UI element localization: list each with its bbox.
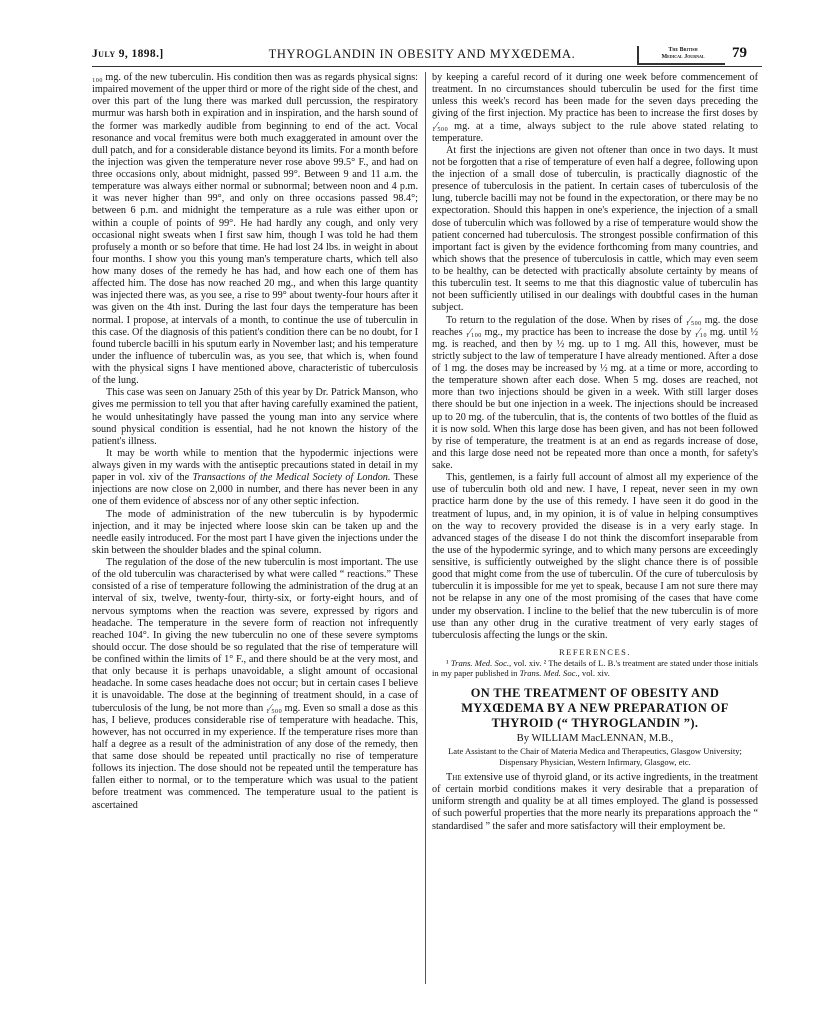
paragraph: by keeping a careful record of it during one week before commencement of treatment. In no circumstances should tuberculin be used for the first time unless this week's record has been made for the seven days preceding the giving of the first injection. My practice has been to increase the first doses by ₁⁄₅₀₀ mg. at a time, always subject to the rule above stated relating to temperature. xyxy=(432,72,758,144)
column-divider xyxy=(425,72,426,984)
paragraph: ₁₀₀ mg. of the new tuberculin. His condition then was as regards physical signs: impaired movement of the upper third or more of the right side of the chest, and over this part of the lung there was marked dull percussion, the respiratory murmur was harsh both in expiration and in inspiration, and the harsh sound of the former was markedly audible from beginning to end of the act. Vocal resonance and vocal fremitus were both much exaggerated in amount over the dull patch, and for a considerable distance beyond its limits. For a month before the injection was given the temperature never rose above 99.5° F., and had on three occasions only, about midnight, passed 99°. Between 9 and 11 a.m. the temperature was always either normal or subnormal; between noon and 4 p.m. it was never higher than 99°, and only on three occasions passed 98.4°; between 6 p.m. and midnight the temperature as a rule was either upon or within a couple of points of 99°. He had hardly any cough, and only very occasional night sweats when I first saw him, though I was told he had them profusely a month or so before that time. He had lost 24 lbs. in weight in about four months. I show you this young man's temperature charts, which tell also how many doses of the remedy he has had, and how each one of them has affected him. The dose has now reached 20 mg., and when this large quantity was injected there was, as you see, a rise to 99° about twenty-four hours after it was given on the 4th inst. During the last four days the temperature has been normal. I propose, at intervals of a month, to continue the use of tuberculin in this case. Of the diagnosis of this patient's condition there can be no doubt, for I found tubercle bacilli in his sputum early in November last; and his temperature under the influence of tuberculin was, as you see, that which is, when found with the physical signs I have mentioned above, characteristic of tuberculosis of the lung. xyxy=(92,72,418,387)
journal-name-line1: The British xyxy=(668,47,698,53)
left-column xyxy=(92,72,418,812)
paragraph-text: It may be worth while to mention that the hypodermic injections were always given in my wards with the antiseptic precautions stated in detail in my paper in vol. xiv of the xyxy=(92,447,418,484)
issue-date: July 9, 1898.] xyxy=(92,48,164,60)
right-column xyxy=(432,72,758,833)
references-text xyxy=(432,658,758,678)
author-byline: By WILLIAM MacLENNAN, M.B., xyxy=(516,733,674,744)
ref-journal: Trans. Med. Soc. xyxy=(519,668,578,678)
article-body xyxy=(432,772,758,833)
page-number: 79 xyxy=(732,45,747,61)
journal-name-line2: Medical Journal xyxy=(661,54,705,60)
paragraph-text: These injections are now close on 2,000 in number, and there has never been in any one of them evidence of abscess nor of any other septic infection. xyxy=(92,472,419,508)
ref-text: , vol. xiv. ² The details of L. B.'s treatment are stated under those initials in my paper published in xyxy=(432,658,758,678)
journal-name xyxy=(637,46,725,65)
paragraph: At first the injections are given not oftener than once in two days. It must not be forgotten that a rise of temperature of even half a degree, following upon the injection of a small dose of tuberculin, is practically diagnostic of the presence of tuberculosis in the patient. In certain cases of tuberculosis of the lung, tubercle bacilli may not be found in the expectoration, or there may be no expectoration. Should this happen in one's experience, the injection of a small dose of tuberculin which was followed by a rise of temperature would show the patient concerned had tuberculosis. The strongest possible confirmation of this important fact is given by the evidence forthcoming from many countries, and which shows that the presence of tuberculosis in cattle, which may even seem to be healthy, can be detected with practically absolute certainty by means of this tuberculin test. It seems to me that this diagnostic value of tuberculin has not been sufficiently utilised in our dealings with doubtful cases in the human subject. xyxy=(432,144,758,314)
citation-title: Transactions of the Medical Society of London. xyxy=(192,472,391,484)
references-heading: REFERENCES. xyxy=(559,646,631,657)
running-header xyxy=(92,44,762,67)
paragraph xyxy=(92,448,418,509)
author-affiliation: Late Assistant to the Chair of Materia Medica and Therapeutics, Glasgow University; Dispensary Physician, Western Infirmary, Glasgow, etc. xyxy=(448,746,742,767)
body-first-word: The xyxy=(446,772,462,783)
article-header xyxy=(432,686,758,767)
paragraph: To return to the regulation of the dose. When by rises of ₁⁄₅₀₀ mg. the dose reaches ₁⁄₁₀₀ mg., my practice has been to increase the dose by ₁⁄₁₀ mg. until ½ mg. is reached, and then by ½ mg. up to 1 mg. All this, however, must be strictly subject to the law of temperature I have already mentioned. After a dose of 1 mg. the doses may be increased by ½ mg. at a time or more, according to the temperature shown after each dose. When 5 mg. doses are reached, not more than two injections should be given in a week. With still larger doses there should be but one injection in a week. The injections should be increased up to 20 mg. of the tuberculin, that is, the contents of two bottles of the fluid as it is now sold. When this large dose has been given, and has not been followed by rise of temperature, the treatment is at an end as regards increase of dose, and this large dose need not be repeated more than once a month, for safety's sake. xyxy=(432,314,758,471)
paragraph: The regulation of the dose of the new tuberculin is most important. The use of the old tuberculin was characterised by what were called “ reactions.” These consisted of a rise of temperature following the administration of the drug at an interval of six, twelve, twenty-four, thirty-six, or forty-eight hours, and of nervous symptoms when the reaction was severe, expressed by rigors and headache. The temperature in the severe form of reaction not infrequently reached 104°. In giving the new tuberculin no one of these severe symptoms should occur. The dose should be so regulated that the rise of temperature will be confined within the limits of 1° F., and there should be at the very most, and that only because it is perhaps unavoidable, a slight amount of occasional headache. In some cases headache does not occur; but in certain cases I believe it is unavoidable. The dose at the beginning of treatment should, in a case of tuberculosis of the lung, be not more than ₁⁄₅₀₀ mg. Even so small a dose as this has, I believe, produces considerable rise of temperature with headache. This, however, has not occurred in my experience. If the temperature rises more than half a degree as a result of the administration of any dose of the remedy, then that same dose should be repeated until practically no rise of temperature follows its injection. The dose should not be repeated until the temperature has fallen either to normal, or to the temperature which was usual to the patient before treatment was commenced. The temperature usual to the patient is ascertained xyxy=(92,557,418,811)
paragraph: This case was seen on January 25th of this year by Dr. Patrick Manson, who gives me permission to tell you that after having carefully examined the patient, he would unhesitatingly have passed the young man into any service where sound physical condition is essential, had he not known the history of the patient's illness. xyxy=(92,387,418,447)
paragraph: The mode of administration of the new tuberculin is by hypodermic injection, and it may be injected where loose skin can be taken up and the needle easily introduced. For the most part I have given the injections under the skin between the shoulder blades and the spinal column. xyxy=(92,508,418,556)
body-text: extensive use of thyroid gland, or its active ingredients, in the treatment of certain morbid conditions makes it very desirable that a preparation of uniform strength and quality be at all times employed. The gland is possessed of such powerful properties that the more nearly its preparations approach the “ standardised ” the safer and more satisfactory will their employment be. xyxy=(432,772,758,832)
ref-text: , vol. xiv. xyxy=(577,668,610,678)
running-title: THYROGLANDIN IN OBESITY AND MYXŒDEMA. xyxy=(268,47,576,61)
ref-marker: ¹ xyxy=(446,658,451,668)
paragraph: This, gentlemen, is a fairly full account of almost all my experience of the use of tuberculin both old and new. I have, I repeat, never seen in my own practice harm done by the use of this remedy. I have seen it do good in the treatment of lupus, and, in my opinion, it is of value in helping consumptives on the way to recovery provided the disease is in a very early stage. In advanced stages of the disease I do not think the discomfort inseparable from the use of the hypodermic syringe, and to which many persons are exceedingly sensitive, is sufficiently outweighed by the slight chance there is of possible good that might come from the use of tuberculin. Of the cure of tuberculosis by tuberculin it is impossible for me yet to speak, because I am not sure there may not be relapse in any one of the most promising of the cases that have come under my observation. I incline to the belief that the new tuberculin is of more use than any other drug in the curative treatment of very early stages of tuberculosis affecting the lungs or the skin. xyxy=(432,472,758,641)
ref-journal: Trans. Med. Soc. xyxy=(450,658,510,668)
article-title: ON THE TREATMENT OF OBESITY AND MYXŒDEMA BY A NEW PREPARATION OF THYROID (“ THYROGLANDIN ”). xyxy=(461,686,729,730)
